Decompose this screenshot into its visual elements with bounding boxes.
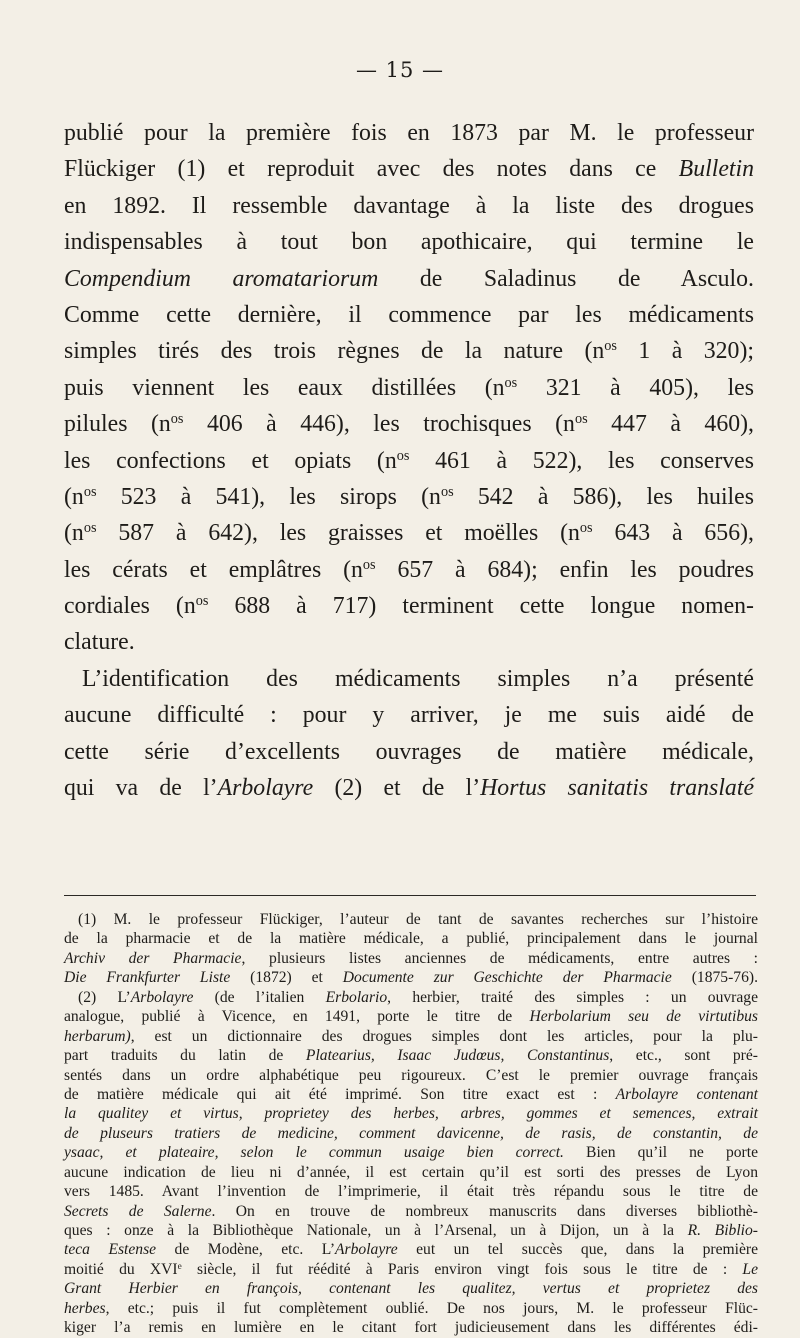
text-run: sentés dans un ordre alphabétique peu rigoureux. C’est le premier ouvrage français	[64, 1066, 758, 1084]
body-line	[64, 588, 754, 624]
footnote-line	[64, 1027, 758, 1046]
body-line	[64, 261, 754, 297]
italic-run: R. Biblio-	[687, 1222, 758, 1239]
body-line	[64, 370, 754, 406]
body-line	[64, 115, 754, 151]
text-run: qui va de l’	[64, 775, 218, 802]
text-run: 406 à 446), les trochisques (n	[183, 411, 575, 438]
footnote-line	[64, 988, 758, 1007]
text-run: cordiales (n	[64, 593, 196, 620]
text-run: 657 à 684); enfin les poudres	[375, 556, 755, 583]
superscript: os	[195, 593, 209, 610]
text-run: Bien qu’il ne porte	[563, 1144, 758, 1162]
body-line	[64, 624, 754, 660]
footnote-line	[64, 1046, 758, 1065]
text-run: analogue, publié à Vicence, en 1491, porte le titre de	[64, 1008, 530, 1026]
italic-run: Arbolayre	[335, 1241, 398, 1259]
body-line	[64, 406, 754, 442]
italic-run: Arbolayre	[217, 775, 314, 802]
text-run: 643 à 656),	[592, 520, 754, 547]
text-run: Comme cette dernière, il commence par les médicaments	[64, 301, 754, 328]
text-run: 688 à 717) terminent cette longue nomen-	[208, 593, 754, 620]
text-run: , etc., sont pré-	[609, 1047, 758, 1065]
footnote-line	[64, 929, 758, 948]
text-run: de Saladinus de Asculo.	[378, 265, 755, 292]
body-line	[64, 479, 754, 515]
superscript: os	[574, 411, 588, 428]
italic-run: herbarum)	[64, 1027, 131, 1045]
footnote-line	[64, 968, 758, 987]
text-run: aucune difficulté : pour y arriver, je me suis aidé de	[64, 702, 754, 729]
footnote-line	[64, 1279, 758, 1298]
text-run: de la pharmacie et de la matière médicale, a publié, principalement dans le journal	[64, 930, 758, 948]
text-run: indispensables à tout bon apothicaire, qui termine le	[64, 229, 754, 256]
italic-run: Arbolayre contenant	[615, 1085, 758, 1103]
text-run: 321 à 405), les	[517, 374, 755, 401]
text-run: 461 à 522), les conserves	[409, 447, 754, 474]
text-run: 523 à 541), les sirops (n	[96, 483, 441, 510]
italic-run: Bulletin	[678, 156, 754, 183]
footnotes	[64, 910, 758, 1338]
superscript: os	[440, 484, 454, 501]
footnote-separator	[64, 895, 756, 896]
text-run: kiger l’a remis en lumière en le citant fort judicieusement dans les différentes édi-	[64, 1319, 758, 1337]
text-run: moitié du XVI	[64, 1260, 178, 1278]
text-run: (1872) et	[230, 969, 343, 987]
main-text	[64, 115, 754, 806]
text-run: 447 à 460),	[587, 411, 754, 438]
footnote-line	[64, 1007, 758, 1026]
italic-run: la qualitey et virtus, proprietey des herbes, arbres, gommes et semences, extrait	[64, 1105, 758, 1123]
footnote-line	[64, 1104, 758, 1123]
text-run: part traduits du latin de	[64, 1047, 306, 1065]
text-run: . On en trouve de nombreux manuscrits dans diverses bibliothè-	[211, 1202, 758, 1220]
text-run: eut un tel succès que, dans la première	[397, 1241, 758, 1259]
body-line	[64, 770, 754, 806]
superscript: os	[579, 520, 593, 537]
body-line	[64, 224, 754, 260]
text-run: L’identification des médicaments simples n’a présenté	[82, 665, 754, 692]
footnote-line	[64, 1182, 758, 1201]
text-run: pilules (n	[64, 411, 171, 438]
italic-run: Hortus sanitatis translaté	[480, 775, 755, 802]
text-run: siècle, il fut réédité à Paris environ vingt fois sous le titre de :	[181, 1260, 743, 1278]
text-run: (1875-76).	[671, 969, 758, 987]
footnote-line	[64, 1066, 758, 1085]
text-run: (n	[64, 520, 84, 547]
text-run: les cérats et emplâtres (n	[64, 556, 363, 583]
footnote-line	[64, 1240, 758, 1259]
text-run: cette série d’excellents ouvrages de matière médicale,	[64, 738, 754, 765]
page-number: — 15 —	[355, 58, 445, 82]
text-run: en 1892. Il ressemble davantage à la liste des drogues	[64, 192, 754, 219]
text-run: (1) M. le professeur Flückiger, l’auteur de tant de savantes recherches sur l’histoire	[78, 911, 758, 928]
footnote-line	[64, 1085, 758, 1104]
text-run: , est un dictionnaire des drogues simples dont les articles, pour la plu-	[130, 1027, 758, 1045]
italic-run: Compendium aromatariorum	[64, 265, 379, 292]
body-line	[64, 552, 754, 588]
italic-run: Arbolayre	[130, 988, 194, 1006]
body-line	[64, 734, 754, 770]
footnote-line	[64, 1318, 758, 1337]
superscript: e	[177, 1261, 182, 1272]
italic-run: Herbolarium seu de virtutibus	[529, 1008, 758, 1026]
text-run: Flückiger (1) et reproduit avec des notes dans ce	[64, 156, 679, 183]
italic-run: teca Estense	[64, 1241, 157, 1259]
superscript: os	[362, 556, 376, 573]
body-line	[64, 443, 754, 479]
italic-run: Archiv der Pharmacie	[64, 949, 242, 967]
text-run: (n	[64, 483, 84, 510]
text-run: , plusieurs listes anciennes de médicaments, entre autres :	[241, 949, 758, 967]
body-line	[64, 151, 754, 187]
body-line	[64, 515, 754, 551]
footnote-line	[64, 1202, 758, 1221]
text-run: puis viennent les eaux distillées (n	[64, 374, 505, 401]
footnote-line	[64, 910, 758, 929]
text-run: de Modène, etc. L’	[156, 1241, 336, 1259]
body-line	[64, 297, 754, 333]
text-run: aucune indication de lieu ni d’année, il est certain qu’il est sorti des presses de Lyon	[64, 1163, 758, 1181]
superscript: os	[504, 374, 518, 391]
italic-run: Le	[742, 1260, 758, 1278]
text-run: ques : onze à la Bibliothèque Nationale, un à l’Arsenal, un à Dijon, un à la	[64, 1222, 688, 1239]
text-run: simples tirés des trois règnes de la nature (n	[64, 338, 605, 365]
italic-run: Erbolario	[325, 988, 388, 1006]
text-run: les confections et opiats (n	[64, 447, 397, 474]
superscript: os	[83, 484, 97, 501]
text-run: 587 à 642), les graisses et moëlles (n	[96, 520, 580, 547]
footnote-line	[64, 1124, 758, 1143]
superscript: os	[396, 447, 410, 464]
footnote-line	[64, 1163, 758, 1182]
text-run: (2) L’	[78, 988, 131, 1006]
superscript: os	[604, 338, 617, 355]
footnote-line	[64, 1221, 758, 1240]
text-run: publié pour la première fois en 1873 par M. le professeur	[64, 120, 754, 146]
italic-run: Secrets de Salerne	[64, 1202, 212, 1220]
body-line	[64, 333, 754, 369]
superscript: os	[170, 411, 184, 428]
text-run: (de l’italien	[193, 988, 326, 1006]
italic-run: herbes	[64, 1299, 106, 1317]
footnote-line	[64, 949, 758, 968]
italic-run: Die Frankfurter Liste	[64, 969, 231, 987]
text-run: de matière médicale qui ait été imprimé. Son titre exact est :	[64, 1085, 616, 1103]
italic-run: ysaac, et plateaire, selon le commun usaige bien correct.	[64, 1144, 564, 1162]
italic-run: de pluseurs tratiers de medicine, comment davicenne, de rasis, de constantin, de	[64, 1124, 758, 1142]
text-run: , etc.; puis il fut complètement oublié. De nos jours, M. le professeur Flüc-	[105, 1299, 758, 1317]
italic-run: Grant Herbier en françois, contenant les qualitez, vertus et proprietez des	[64, 1280, 758, 1298]
text-run: vers 1485. Avant l’invention de l’imprimerie, il était très répandu sous le titre de	[64, 1183, 758, 1201]
body-line	[64, 661, 754, 697]
superscript: os	[83, 520, 97, 537]
text-run: 542 à 586), les huiles	[453, 483, 754, 510]
footnote-line	[64, 1143, 758, 1162]
italic-run: Documente zur Geschichte der Pharmacie	[342, 969, 672, 987]
footnote-line	[64, 1260, 758, 1279]
body-line	[64, 188, 754, 224]
text-run: 1 à 320);	[616, 338, 754, 365]
italic-run: Platearius, Isaac Judœus, Constantinus	[305, 1047, 610, 1065]
text-run: (2) et de l’	[313, 775, 481, 802]
text-run: clature.	[64, 629, 135, 656]
text-run: , herbier, traité des simples : un ouvrage	[387, 988, 759, 1006]
body-line	[64, 697, 754, 733]
